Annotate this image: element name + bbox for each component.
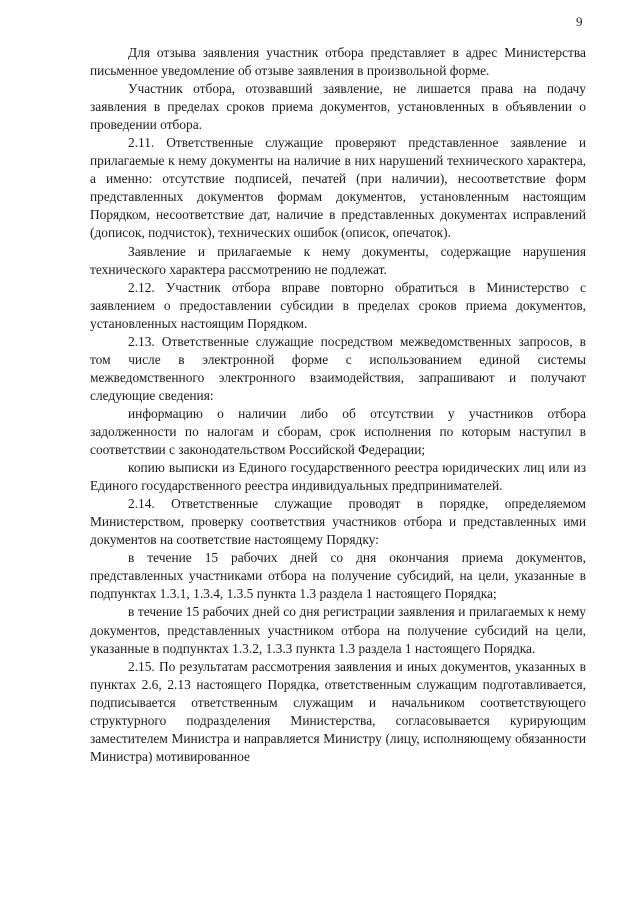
page-number: 9 xyxy=(576,14,583,29)
list-item-deadline-second: в течение 15 рабочих дней со дня регистрации заявления и прилагаемых к нему документов, представленных участником отбора на получение субсидий на цели, указанные в подпунктах 1.3.2, 1.3.3 пункта 1.3 раздела 1 настоящего Порядка. xyxy=(90,604,586,656)
paragraph-2-11: 2.11. Ответственные служащие проверяют представленное заявление и прилагаемые к нему документы на наличие в них нарушений технического характера, а именно: отсутствие подписей, печатей (при наличии), несоответствие форм представленных документов формам документов, установленным настоящим Порядком, несоответствие дат, наличие в представленных документах исправлений (дописок, подчисток), технических ошибок (описок, опечаток). xyxy=(90,135,586,241)
document-body xyxy=(90,44,586,766)
paragraph-resubmission-right: Участник отбора, отозвавший заявление, не лишается права на подачу заявления в пределах сроков приема документов, установленных в объявлении о проведении отбора. xyxy=(90,81,586,133)
paragraph-2-13: 2.13. Ответственные служащие посредством межведомственных запросов, в том числе в электронной форме с использованием единой системы межведомственного электронного взаимодействия, запрашивают и получают следующие сведения: xyxy=(90,333,586,403)
list-item-deadline-first: в течение 15 рабочих дней со дня окончания приема документов, представленных участниками отбора на получение субсидий, на цели, указанные в подпунктах 1.3.1, 1.3.4, 1.3.5 пункта 1.3 раздела 1 настоящего Порядка; xyxy=(90,550,586,602)
paragraph-2-15: 2.15. По результатам рассмотрения заявления и иных документов, указанных в пунктах 2.6, 2.13 настоящего Порядка, ответственным служащим подготавливается, подписывается ответственным служащим и начальником соответствующего структурного подразделения Министерства, согласовывается курирующим заместителем Министра и направляется Министру (лицу, исполняющему обязанности Министра) мотивированное xyxy=(90,658,586,764)
paragraph-withdrawal-notice: Для отзыва заявления участник отбора представляет в адрес Министерства письменное уведомление об отзыве заявления в произвольной форме. xyxy=(90,45,586,79)
list-item-tax-debt-info: информацию о наличии либо об отсутствии у участников отбора задолженности по налогам и сборам, срок исполнения по которым наступил в соответствии с законодательством Российской Федерации; xyxy=(90,405,586,458)
list-item-registry-extract: копию выписки из Единого государственного реестра юридических лиц или из Единого государственного реестра индивидуальных предпринимателей. xyxy=(90,460,586,494)
paragraph-2-14: 2.14. Ответственные служащие проводят в порядке, определяемом Министерством, проверку соответствия участников отбора и представленных ими документов на соответствие настоящему Порядку: xyxy=(90,496,586,548)
paragraph-2-12: 2.12. Участник отбора вправе повторно обратиться в Министерство с заявлением о предоставлении субсидии в пределах сроков приема документов, установленных настоящим Порядком. xyxy=(90,279,586,331)
paragraph-technical-violations: Заявление и прилагаемые к нему документы, содержащие нарушения технического характера рассмотрению не подлежат. xyxy=(90,243,586,277)
